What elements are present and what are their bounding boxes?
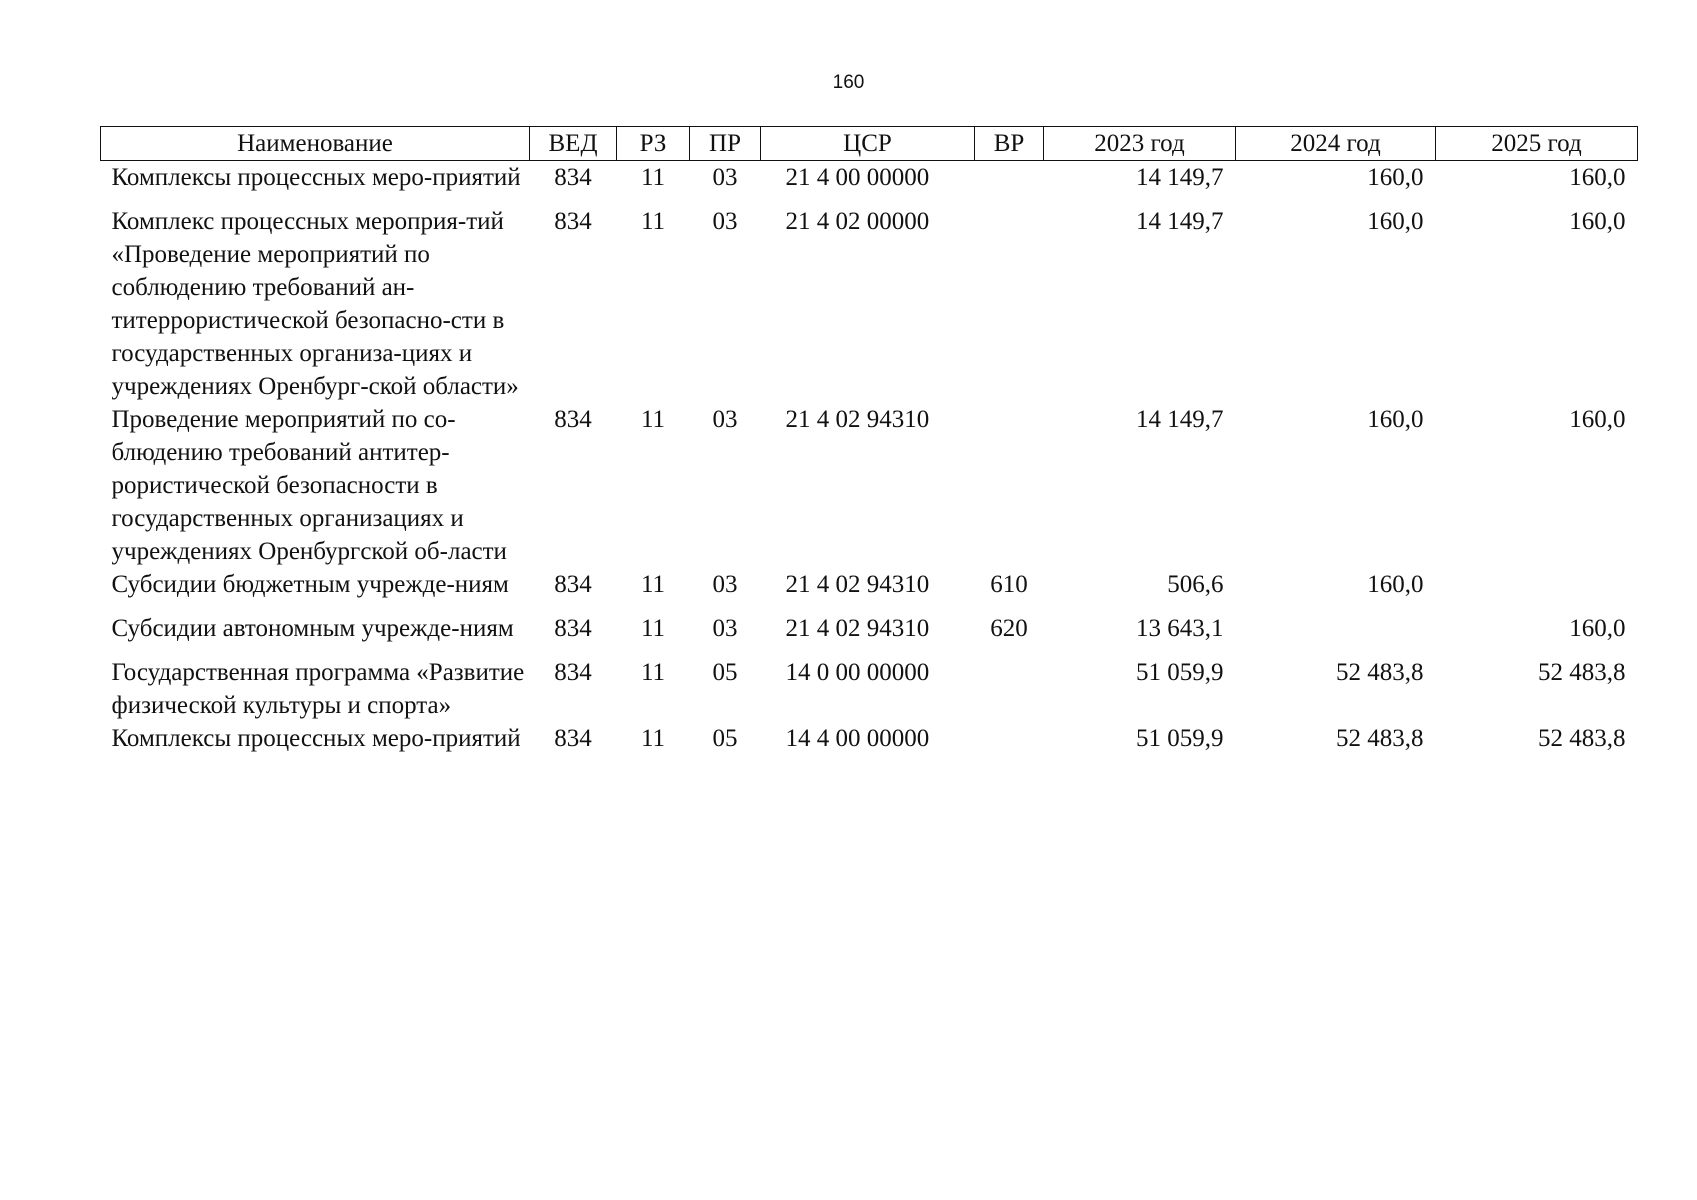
cell-2025 bbox=[1436, 568, 1638, 612]
cell-2024: 160,0 bbox=[1367, 208, 1424, 235]
cell-2024: 52 483,8 bbox=[1336, 725, 1424, 752]
cell-name: Субсидии бюджетным учрежде-ниям bbox=[111, 571, 509, 598]
cell-rz: 11 bbox=[640, 164, 666, 191]
cell-2025: 160,0 bbox=[1569, 406, 1626, 433]
cell-2024: 160,0 bbox=[1367, 571, 1424, 598]
cell-vr bbox=[975, 656, 1044, 722]
cell-ved: 834 bbox=[554, 164, 592, 191]
cell-rz: 11 bbox=[640, 615, 666, 642]
cell-rz: 11 bbox=[640, 208, 666, 235]
cell-2023: 14 149,7 bbox=[1136, 164, 1224, 191]
cell-vr bbox=[975, 403, 1044, 568]
table-body bbox=[101, 161, 1638, 756]
cell-2025: 52 483,8 bbox=[1538, 659, 1626, 686]
cell-rz: 11 bbox=[640, 659, 666, 686]
cell-ved: 834 bbox=[554, 208, 592, 235]
header-rz: РЗ bbox=[617, 127, 690, 161]
cell-2024: 160,0 bbox=[1367, 406, 1424, 433]
cell-2023: 14 149,7 bbox=[1136, 208, 1224, 235]
cell-csr: 14 0 00 00000 bbox=[785, 659, 930, 686]
cell-name: Субсидии автономным учрежде-ниям bbox=[111, 615, 514, 642]
header-vr: ВР bbox=[975, 127, 1044, 161]
cell-pr: 03 bbox=[712, 164, 738, 191]
table-row bbox=[101, 656, 1638, 722]
page-number: 160 bbox=[832, 72, 865, 93]
cell-2024 bbox=[1236, 612, 1436, 656]
cell-vr bbox=[975, 161, 1044, 206]
cell-ved: 834 bbox=[554, 615, 592, 642]
cell-2023: 51 059,9 bbox=[1136, 725, 1224, 752]
cell-2025: 160,0 bbox=[1569, 615, 1626, 642]
header-2024: 2024 год bbox=[1236, 127, 1436, 161]
cell-2024: 52 483,8 bbox=[1336, 659, 1424, 686]
cell-pr: 05 bbox=[712, 725, 738, 752]
cell-vr bbox=[975, 722, 1044, 755]
cell-ved: 834 bbox=[554, 725, 592, 752]
cell-rz: 11 bbox=[640, 725, 666, 752]
cell-pr: 03 bbox=[712, 571, 738, 598]
cell-2023: 506,6 bbox=[1167, 571, 1224, 598]
cell-name: Комплекс процессных мероприя-тий «Проведение мероприятий по соблюдению требований ан-титеррористической безопасно-сти в государственных организа-циях и учреждениях Оренбург-ской области» bbox=[111, 208, 519, 400]
cell-ved: 834 bbox=[554, 571, 592, 598]
cell-vr: 620 bbox=[990, 615, 1028, 642]
cell-2025: 160,0 bbox=[1569, 208, 1626, 235]
cell-name: Государственная программа «Развитие физической культуры и спорта» bbox=[111, 659, 525, 719]
cell-2024: 160,0 bbox=[1367, 164, 1424, 191]
cell-csr: 21 4 00 00000 bbox=[785, 164, 930, 191]
cell-vr: 610 bbox=[990, 571, 1028, 598]
cell-vr bbox=[975, 205, 1044, 403]
header-pr: ПР bbox=[690, 127, 761, 161]
table-row bbox=[101, 612, 1638, 656]
cell-ved: 834 bbox=[554, 406, 592, 433]
table-header bbox=[101, 127, 1638, 161]
header-csr: ЦСР bbox=[761, 127, 975, 161]
table-row bbox=[101, 161, 1638, 206]
cell-pr: 05 bbox=[712, 659, 738, 686]
cell-csr: 14 4 00 00000 bbox=[785, 725, 930, 752]
cell-csr: 21 4 02 00000 bbox=[785, 208, 930, 235]
cell-name: Комплексы процессных меро-приятий bbox=[111, 164, 521, 191]
table-row bbox=[101, 568, 1638, 612]
cell-csr: 21 4 02 94310 bbox=[785, 615, 930, 642]
header-ved: ВЕД bbox=[530, 127, 617, 161]
cell-2025: 52 483,8 bbox=[1538, 725, 1626, 752]
cell-name: Проведение мероприятий по со-блюдению требований антитер-рористической безопасности в государственных организациях и учреждениях Оренбургской об-ласти bbox=[111, 406, 507, 565]
cell-name: Комплексы процессных меро-приятий bbox=[111, 725, 521, 752]
cell-pr: 03 bbox=[712, 615, 738, 642]
cell-csr: 21 4 02 94310 bbox=[785, 571, 930, 598]
cell-rz: 11 bbox=[640, 406, 666, 433]
table-row bbox=[101, 722, 1638, 755]
cell-ved: 834 bbox=[554, 659, 592, 686]
cell-2025: 160,0 bbox=[1569, 164, 1626, 191]
table-row bbox=[101, 403, 1638, 568]
header-2025: 2025 год bbox=[1436, 127, 1638, 161]
cell-2023: 14 149,7 bbox=[1136, 406, 1224, 433]
cell-2023: 51 059,9 bbox=[1136, 659, 1224, 686]
cell-rz: 11 bbox=[640, 571, 666, 598]
cell-2023: 13 643,1 bbox=[1136, 615, 1224, 642]
cell-pr: 03 bbox=[712, 208, 738, 235]
cell-csr: 21 4 02 94310 bbox=[785, 406, 930, 433]
cell-pr: 03 bbox=[712, 406, 738, 433]
table-row bbox=[101, 205, 1638, 403]
header-2023: 2023 год bbox=[1044, 127, 1236, 161]
header-name: Наименование bbox=[101, 127, 530, 161]
budget-table bbox=[100, 126, 1638, 755]
